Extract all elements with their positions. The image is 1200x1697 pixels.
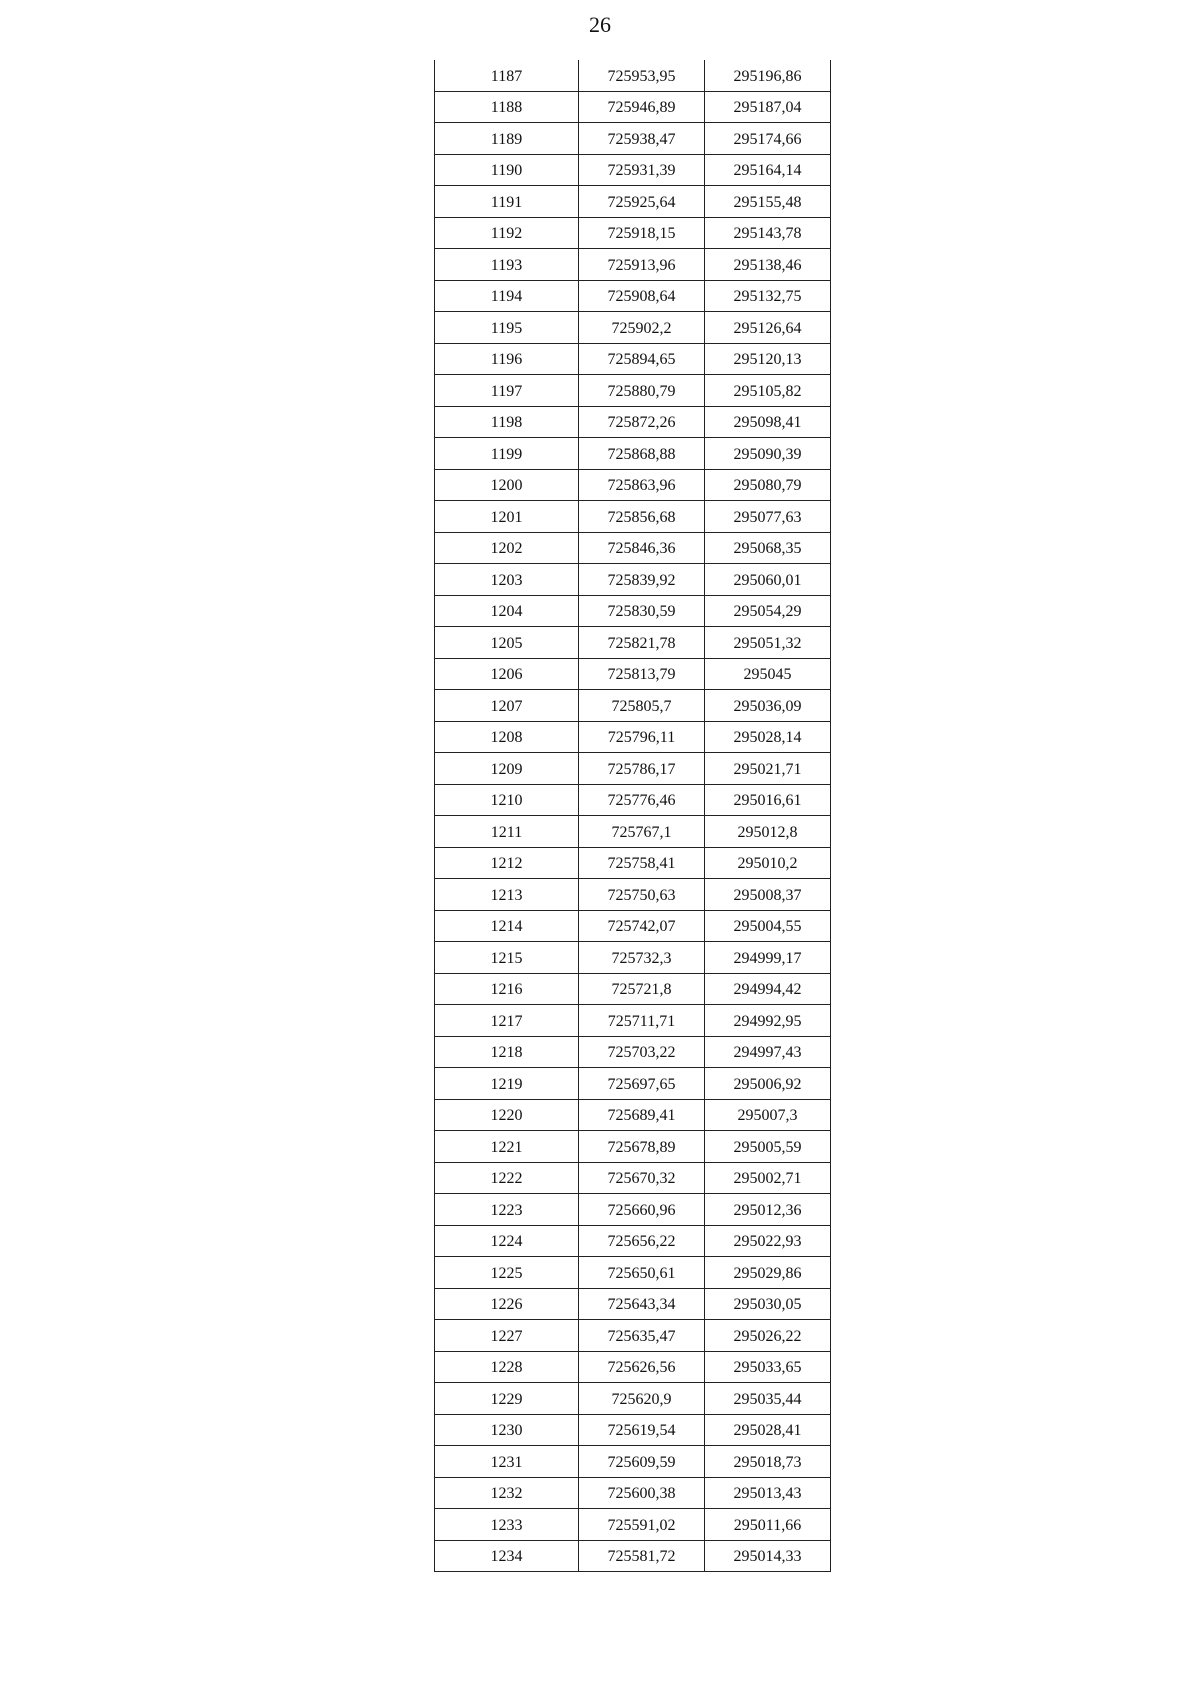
y-coordinate-cell: 295012,8	[705, 816, 831, 848]
point-number-cell: 1232	[435, 1477, 579, 1509]
x-coordinate-cell: 725670,32	[579, 1162, 705, 1194]
x-coordinate-cell: 725894,65	[579, 343, 705, 375]
table-row	[435, 942, 831, 974]
x-coordinate-cell: 725868,88	[579, 438, 705, 470]
y-coordinate-cell: 295068,35	[705, 532, 831, 564]
y-coordinate-cell: 295010,2	[705, 847, 831, 879]
table-row	[435, 1477, 831, 1509]
y-coordinate-cell: 295014,33	[705, 1540, 831, 1572]
point-number-cell: 1196	[435, 343, 579, 375]
point-number-cell: 1217	[435, 1005, 579, 1037]
y-coordinate-cell: 295105,82	[705, 375, 831, 407]
x-coordinate-cell: 725786,17	[579, 753, 705, 785]
table-row	[435, 1225, 831, 1257]
x-coordinate-cell: 725918,15	[579, 217, 705, 249]
table-row	[435, 1131, 831, 1163]
x-coordinate-cell: 725925,64	[579, 186, 705, 218]
x-coordinate-cell: 725689,41	[579, 1099, 705, 1131]
point-number-cell: 1208	[435, 721, 579, 753]
x-coordinate-cell: 725620,9	[579, 1383, 705, 1415]
table-row	[435, 1005, 831, 1037]
table-row	[435, 1288, 831, 1320]
point-number-cell: 1198	[435, 406, 579, 438]
x-coordinate-cell: 725946,89	[579, 91, 705, 123]
table-row	[435, 438, 831, 470]
x-coordinate-cell: 725600,38	[579, 1477, 705, 1509]
y-coordinate-cell: 295098,41	[705, 406, 831, 438]
x-coordinate-cell: 725913,96	[579, 249, 705, 281]
point-number-cell: 1215	[435, 942, 579, 974]
y-coordinate-cell: 295007,3	[705, 1099, 831, 1131]
x-coordinate-cell: 725863,96	[579, 469, 705, 501]
table-row	[435, 1162, 831, 1194]
point-number-cell: 1210	[435, 784, 579, 816]
point-number-cell: 1216	[435, 973, 579, 1005]
x-coordinate-cell: 725856,68	[579, 501, 705, 533]
y-coordinate-cell: 295138,46	[705, 249, 831, 281]
point-number-cell: 1190	[435, 154, 579, 186]
y-coordinate-cell: 295187,04	[705, 91, 831, 123]
y-coordinate-cell: 294994,42	[705, 973, 831, 1005]
x-coordinate-cell: 725938,47	[579, 123, 705, 155]
y-coordinate-cell: 295126,64	[705, 312, 831, 344]
point-number-cell: 1214	[435, 910, 579, 942]
table-row	[435, 658, 831, 690]
point-number-cell: 1207	[435, 690, 579, 722]
table-row	[435, 721, 831, 753]
table-row	[435, 784, 831, 816]
y-coordinate-cell: 295051,32	[705, 627, 831, 659]
table-row	[435, 1036, 831, 1068]
table-row	[435, 1446, 831, 1478]
table-row	[435, 1257, 831, 1289]
table-row	[435, 847, 831, 879]
table-row	[435, 690, 831, 722]
point-number-cell: 1188	[435, 91, 579, 123]
x-coordinate-cell: 725643,34	[579, 1288, 705, 1320]
y-coordinate-cell: 295077,63	[705, 501, 831, 533]
point-number-cell: 1204	[435, 595, 579, 627]
x-coordinate-cell: 725880,79	[579, 375, 705, 407]
table-row	[435, 973, 831, 1005]
point-number-cell: 1193	[435, 249, 579, 281]
x-coordinate-cell: 725758,41	[579, 847, 705, 879]
point-number-cell: 1223	[435, 1194, 579, 1226]
x-coordinate-cell: 725619,54	[579, 1414, 705, 1446]
point-number-cell: 1206	[435, 658, 579, 690]
x-coordinate-cell: 725830,59	[579, 595, 705, 627]
point-number-cell: 1228	[435, 1351, 579, 1383]
table-row	[435, 343, 831, 375]
table-row	[435, 1320, 831, 1352]
y-coordinate-cell: 295011,66	[705, 1509, 831, 1541]
x-coordinate-cell: 725591,02	[579, 1509, 705, 1541]
y-coordinate-cell: 295060,01	[705, 564, 831, 596]
table-row	[435, 564, 831, 596]
x-coordinate-cell: 725813,79	[579, 658, 705, 690]
table-row	[435, 154, 831, 186]
y-coordinate-cell: 295005,59	[705, 1131, 831, 1163]
point-number-cell: 1212	[435, 847, 579, 879]
y-coordinate-cell: 294997,43	[705, 1036, 831, 1068]
point-number-cell: 1224	[435, 1225, 579, 1257]
table-row	[435, 1383, 831, 1415]
table-row	[435, 60, 831, 91]
point-number-cell: 1189	[435, 123, 579, 155]
table-row	[435, 469, 831, 501]
table-row	[435, 910, 831, 942]
point-number-cell: 1192	[435, 217, 579, 249]
table-row	[435, 595, 831, 627]
point-number-cell: 1203	[435, 564, 579, 596]
y-coordinate-cell: 295054,29	[705, 595, 831, 627]
point-number-cell: 1231	[435, 1446, 579, 1478]
x-coordinate-cell: 725697,65	[579, 1068, 705, 1100]
point-number-cell: 1205	[435, 627, 579, 659]
x-coordinate-cell: 725721,8	[579, 973, 705, 1005]
table-row	[435, 91, 831, 123]
point-number-cell: 1195	[435, 312, 579, 344]
page-number: 26	[589, 12, 611, 37]
y-coordinate-cell: 295030,05	[705, 1288, 831, 1320]
point-number-cell: 1202	[435, 532, 579, 564]
table-row	[435, 1351, 831, 1383]
y-coordinate-cell: 294999,17	[705, 942, 831, 974]
table-row	[435, 753, 831, 785]
y-coordinate-cell: 295004,55	[705, 910, 831, 942]
y-coordinate-cell: 295080,79	[705, 469, 831, 501]
y-coordinate-cell: 295018,73	[705, 1446, 831, 1478]
y-coordinate-cell: 295174,66	[705, 123, 831, 155]
y-coordinate-cell: 295155,48	[705, 186, 831, 218]
table-row	[435, 375, 831, 407]
point-number-cell: 1197	[435, 375, 579, 407]
y-coordinate-cell: 295022,93	[705, 1225, 831, 1257]
x-coordinate-cell: 725581,72	[579, 1540, 705, 1572]
table-row	[435, 1194, 831, 1226]
x-coordinate-cell: 725609,59	[579, 1446, 705, 1478]
y-coordinate-cell: 295045	[705, 658, 831, 690]
table-row	[435, 879, 831, 911]
x-coordinate-cell: 725767,1	[579, 816, 705, 848]
y-coordinate-cell: 295036,09	[705, 690, 831, 722]
y-coordinate-cell: 295143,78	[705, 217, 831, 249]
x-coordinate-cell: 725660,96	[579, 1194, 705, 1226]
y-coordinate-cell: 295033,65	[705, 1351, 831, 1383]
x-coordinate-cell: 725839,92	[579, 564, 705, 596]
point-number-cell: 1191	[435, 186, 579, 218]
x-coordinate-cell: 725872,26	[579, 406, 705, 438]
x-coordinate-cell: 725678,89	[579, 1131, 705, 1163]
y-coordinate-cell: 295029,86	[705, 1257, 831, 1289]
x-coordinate-cell: 725742,07	[579, 910, 705, 942]
x-coordinate-cell: 725821,78	[579, 627, 705, 659]
point-number-cell: 1226	[435, 1288, 579, 1320]
table-row	[435, 501, 831, 533]
table-row	[435, 217, 831, 249]
y-coordinate-cell: 295013,43	[705, 1477, 831, 1509]
point-number-cell: 1225	[435, 1257, 579, 1289]
point-number-cell: 1230	[435, 1414, 579, 1446]
point-number-cell: 1187	[435, 60, 579, 91]
y-coordinate-cell: 295008,37	[705, 879, 831, 911]
table-row	[435, 1509, 831, 1541]
y-coordinate-cell: 295196,86	[705, 60, 831, 91]
table-row	[435, 280, 831, 312]
x-coordinate-cell: 725796,11	[579, 721, 705, 753]
table-row	[435, 1540, 831, 1572]
y-coordinate-cell: 295090,39	[705, 438, 831, 470]
x-coordinate-cell: 725776,46	[579, 784, 705, 816]
coordinates-table-body	[435, 60, 831, 1572]
x-coordinate-cell: 725650,61	[579, 1257, 705, 1289]
table-row	[435, 312, 831, 344]
table-row	[435, 816, 831, 848]
x-coordinate-cell: 725953,95	[579, 60, 705, 91]
table-row	[435, 249, 831, 281]
table-row	[435, 532, 831, 564]
point-number-cell: 1221	[435, 1131, 579, 1163]
x-coordinate-cell: 725805,7	[579, 690, 705, 722]
point-number-cell: 1222	[435, 1162, 579, 1194]
y-coordinate-cell: 294992,95	[705, 1005, 831, 1037]
x-coordinate-cell: 725846,36	[579, 532, 705, 564]
point-number-cell: 1211	[435, 816, 579, 848]
x-coordinate-cell: 725626,56	[579, 1351, 705, 1383]
x-coordinate-cell: 725902,2	[579, 312, 705, 344]
point-number-cell: 1234	[435, 1540, 579, 1572]
x-coordinate-cell: 725931,39	[579, 154, 705, 186]
point-number-cell: 1200	[435, 469, 579, 501]
point-number-cell: 1229	[435, 1383, 579, 1415]
y-coordinate-cell: 295021,71	[705, 753, 831, 785]
table-row	[435, 406, 831, 438]
point-number-cell: 1220	[435, 1099, 579, 1131]
y-coordinate-cell: 295016,61	[705, 784, 831, 816]
table-row	[435, 186, 831, 218]
y-coordinate-cell: 295026,22	[705, 1320, 831, 1352]
y-coordinate-cell: 295164,14	[705, 154, 831, 186]
point-number-cell: 1201	[435, 501, 579, 533]
y-coordinate-cell: 295035,44	[705, 1383, 831, 1415]
x-coordinate-cell: 725656,22	[579, 1225, 705, 1257]
x-coordinate-cell: 725908,64	[579, 280, 705, 312]
point-number-cell: 1209	[435, 753, 579, 785]
table-row	[435, 627, 831, 659]
y-coordinate-cell: 295028,41	[705, 1414, 831, 1446]
coordinates-table	[434, 60, 831, 1572]
point-number-cell: 1219	[435, 1068, 579, 1100]
x-coordinate-cell: 725703,22	[579, 1036, 705, 1068]
y-coordinate-cell: 295002,71	[705, 1162, 831, 1194]
x-coordinate-cell: 725750,63	[579, 879, 705, 911]
y-coordinate-cell: 295132,75	[705, 280, 831, 312]
point-number-cell: 1199	[435, 438, 579, 470]
point-number-cell: 1233	[435, 1509, 579, 1541]
table-row	[435, 1099, 831, 1131]
y-coordinate-cell: 295028,14	[705, 721, 831, 753]
x-coordinate-cell: 725711,71	[579, 1005, 705, 1037]
y-coordinate-cell: 295006,92	[705, 1068, 831, 1100]
point-number-cell: 1194	[435, 280, 579, 312]
point-number-cell: 1218	[435, 1036, 579, 1068]
point-number-cell: 1213	[435, 879, 579, 911]
x-coordinate-cell: 725635,47	[579, 1320, 705, 1352]
point-number-cell: 1227	[435, 1320, 579, 1352]
table-row	[435, 1068, 831, 1100]
x-coordinate-cell: 725732,3	[579, 942, 705, 974]
table-row	[435, 1414, 831, 1446]
table-row	[435, 123, 831, 155]
y-coordinate-cell: 295012,36	[705, 1194, 831, 1226]
y-coordinate-cell: 295120,13	[705, 343, 831, 375]
